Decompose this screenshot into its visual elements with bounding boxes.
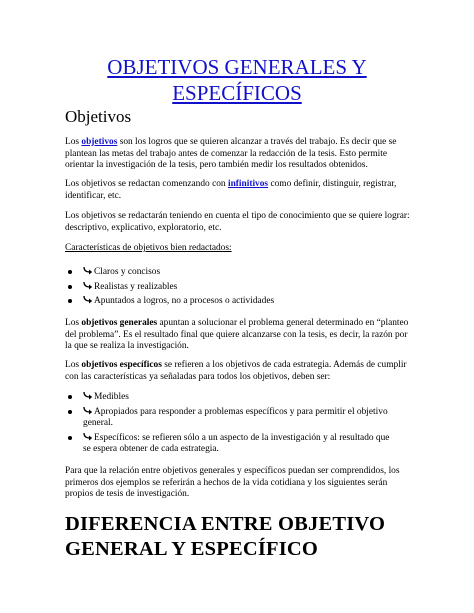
list-item bbox=[65, 266, 417, 279]
p2-post: como definir, distinguir, registrar, bbox=[268, 179, 397, 189]
p3-line-1: Los objetivos se redactarán teniendo en cuenta el tipo de conocimiento que se quiere lograr: bbox=[65, 211, 410, 221]
p1-line-3: orientar la investigación de la tesis, pero también medir los resultados obtenidos. bbox=[65, 160, 368, 171]
specifics-list bbox=[65, 391, 417, 456]
specific-label: Apropiados para responder a problemas específicos y para permitir el objetivo bbox=[94, 406, 388, 417]
p5-bold-term: objetivos específicos bbox=[81, 360, 162, 370]
p1-pre: Los bbox=[65, 137, 82, 147]
bullet-dot-icon bbox=[68, 299, 72, 303]
title-line-1: OBJETIVOS GENERALES Y bbox=[107, 55, 367, 79]
list-item bbox=[65, 406, 417, 430]
p4-line-3: la que se realiza la investigación. bbox=[65, 341, 189, 352]
p1-line-2: plantean las metas del trabajo antes de comenzar la redacción de la tesis. Esto permite bbox=[65, 148, 388, 159]
p5-pre: Los bbox=[65, 360, 82, 370]
paragraph-infinitivos bbox=[65, 179, 417, 202]
p6-line-1: Para que la relación entre objetivos generales y específicos puedan ser comprendidos, los bbox=[65, 466, 400, 476]
bullet-dot-icon bbox=[68, 395, 72, 399]
curved-arrow-icon bbox=[83, 432, 93, 441]
p2-pre: Los objetivos se redactan comenzando con bbox=[65, 179, 228, 189]
list-item bbox=[65, 281, 417, 294]
title-line-2: ESPECÍFICOS bbox=[172, 81, 302, 105]
p5-line-2: con las características ya señaladas para todos los objetivos, deben ser: bbox=[65, 371, 331, 382]
paragraph-objetivos-especificos bbox=[65, 360, 417, 383]
paragraph-conocimiento bbox=[65, 211, 417, 234]
bullet-dot-icon bbox=[68, 436, 72, 440]
bullet-dot-icon bbox=[68, 410, 72, 414]
list-item bbox=[65, 391, 417, 404]
characteristic-label: Realistas y realizables bbox=[94, 281, 178, 292]
list-item bbox=[65, 432, 417, 456]
p2-line-2: identificar, etc. bbox=[65, 190, 122, 201]
characteristics-heading: Características de objetivos bien redactados: bbox=[65, 243, 232, 253]
heading2-line-1: DIFERENCIA ENTRE OBJETIVO bbox=[65, 513, 386, 535]
paragraph-relacion bbox=[65, 466, 417, 501]
bullet-dot-icon bbox=[68, 270, 72, 274]
curved-arrow-icon bbox=[83, 391, 93, 400]
p4-bold-term: objetivos generales bbox=[81, 318, 158, 328]
specific-label-line-2: se espera obtener de cada estrategia. bbox=[83, 444, 219, 455]
heading2-line-2: GENERAL Y ESPECÍFICO bbox=[65, 538, 319, 560]
paragraph-definition bbox=[65, 137, 417, 172]
curved-arrow-icon bbox=[83, 295, 93, 304]
p5-line-1: se refieren a los objetivos de cada estrategia. Además de cumplir bbox=[161, 360, 407, 370]
characteristic-label: Apuntados a logros, no a procesos o actividades bbox=[94, 296, 275, 307]
specific-label: Específicos: se refieren sólo a un aspecto de la investigación y al resultado que bbox=[94, 432, 390, 443]
section-heading-objetivos: Objetivos bbox=[65, 107, 132, 126]
p6-line-3: propios de tesis de investigación. bbox=[65, 489, 190, 500]
heading-diferencia bbox=[65, 512, 385, 562]
document-title bbox=[0, 54, 474, 106]
p1-line-1: son los logros que se quieren alcanzar a través del trabajo. Es decir que se bbox=[117, 137, 397, 147]
objetivos-link[interactable]: objetivos bbox=[81, 137, 118, 147]
p3-line-2: descriptivo, explicativo, exploratorio, etc. bbox=[65, 222, 222, 233]
bullet-dot-icon bbox=[68, 285, 72, 289]
p4-line-1: apuntan a solucionar el problema general determinado en “planteo bbox=[157, 318, 409, 328]
list-item bbox=[65, 295, 417, 308]
curved-arrow-icon bbox=[83, 281, 93, 290]
paragraph-objetivos-generales bbox=[65, 318, 417, 353]
characteristics-list bbox=[65, 266, 417, 308]
curved-arrow-icon bbox=[83, 266, 93, 275]
p4-line-2: del problema”. Es el resultado final que quiere alcanzarse con la tesis, es decir, la razón por bbox=[65, 329, 408, 340]
specific-label: Medibles bbox=[94, 392, 129, 402]
infinitivos-link[interactable]: infinitivos bbox=[227, 179, 269, 189]
characteristic-label: Claros y concisos bbox=[94, 267, 161, 277]
p4-pre: Los bbox=[65, 318, 82, 328]
curved-arrow-icon bbox=[83, 406, 93, 415]
specific-label-line-2: general. bbox=[83, 418, 113, 429]
p6-line-2: primeros dos ejemplos se referirán a hechos de la vida cotidiana y los siguientes serán bbox=[65, 477, 388, 488]
